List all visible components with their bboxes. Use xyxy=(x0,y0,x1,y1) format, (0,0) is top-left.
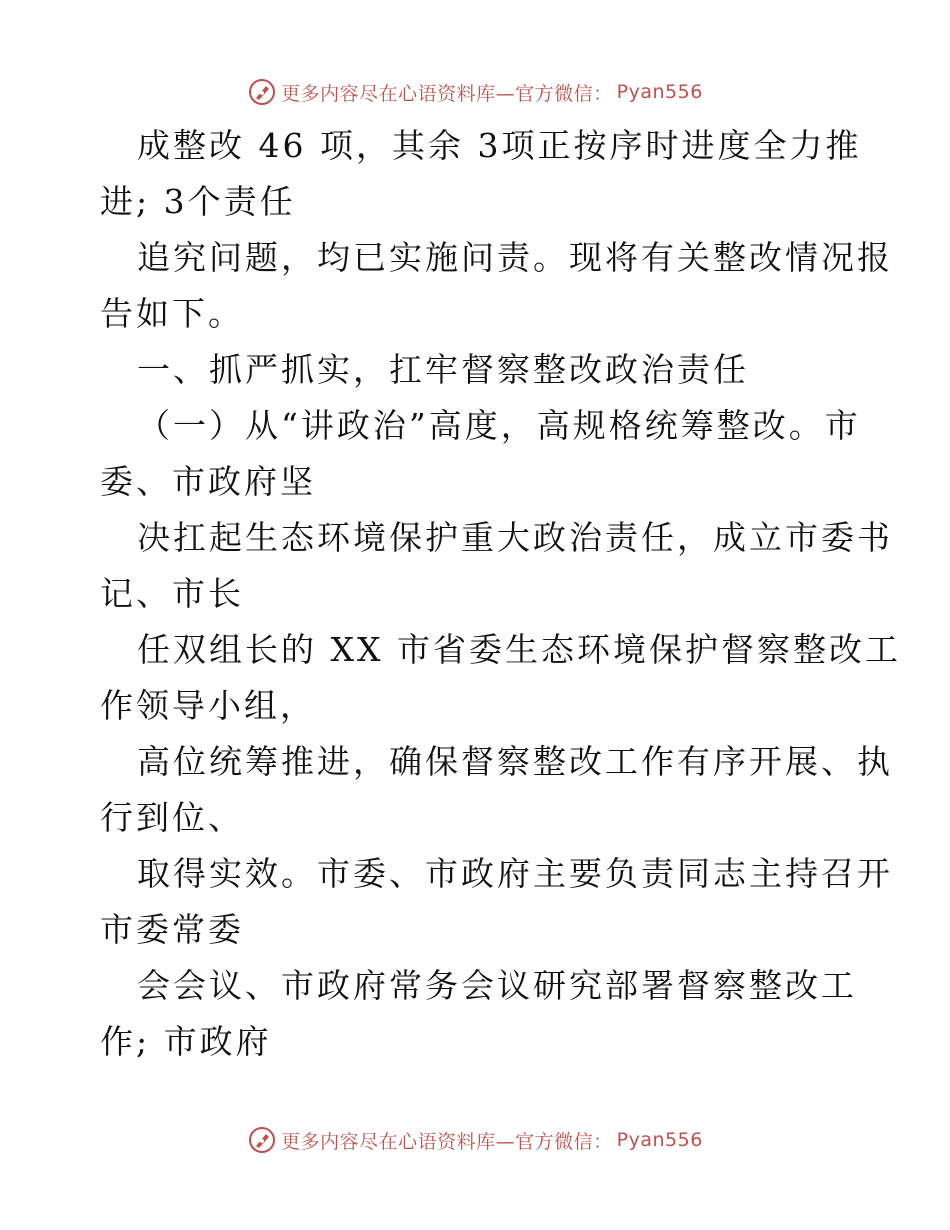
watermark-wechat-id: Pyan556 xyxy=(616,81,703,103)
text-line: 会会议、市政府常务会议研究部署督察整改工 xyxy=(137,966,857,1005)
document-body xyxy=(100,118,901,1070)
footer-watermark xyxy=(0,1120,950,1160)
text-line: 一、抓严抓实，扛牢督察整改政治责任 xyxy=(137,350,749,389)
text-line: 作领导小组， xyxy=(100,686,316,725)
text-line: 决扛起生态环境保护重大政治责任，成立市委书 xyxy=(137,518,893,557)
watermark-text: 更多内容尽在心语资料库—官方微信： xyxy=(281,1130,613,1153)
text-line: （一）从“讲政治”高度，高规格统筹整改。市 xyxy=(137,406,861,445)
text-line: 市委常委 xyxy=(100,910,244,949)
header-watermark xyxy=(0,72,950,112)
watermark-text: 更多内容尽在心语资料库—官方微信： xyxy=(281,82,613,105)
text-line: 告如下。 xyxy=(100,294,244,333)
text-line: 行到位、 xyxy=(100,798,244,837)
text-line: 成整改 46 项，其余 3项正按序时进度全力推 xyxy=(137,126,862,165)
pen-nib-logo-icon xyxy=(247,1125,277,1155)
text-line: 追究问题，均已实施问责。现将有关整改情况报 xyxy=(137,238,893,277)
text-line: 委、市政府坚 xyxy=(100,462,316,501)
text-line: 作; 市政府 xyxy=(100,1022,272,1061)
text-line: 进; 3个责任 xyxy=(100,182,296,221)
text-line: 记、市长 xyxy=(100,574,244,613)
watermark-wechat-id: Pyan556 xyxy=(616,1129,703,1151)
text-line: 高位统筹推进，确保督察整改工作有序开展、执 xyxy=(137,742,893,781)
text-line: 任双组长的 XX 市省委生态环境保护督察整改工 xyxy=(137,630,901,669)
pen-nib-logo-icon xyxy=(247,77,277,107)
text-line: 取得实效。市委、市政府主要负责同志主持召开 xyxy=(137,854,893,893)
